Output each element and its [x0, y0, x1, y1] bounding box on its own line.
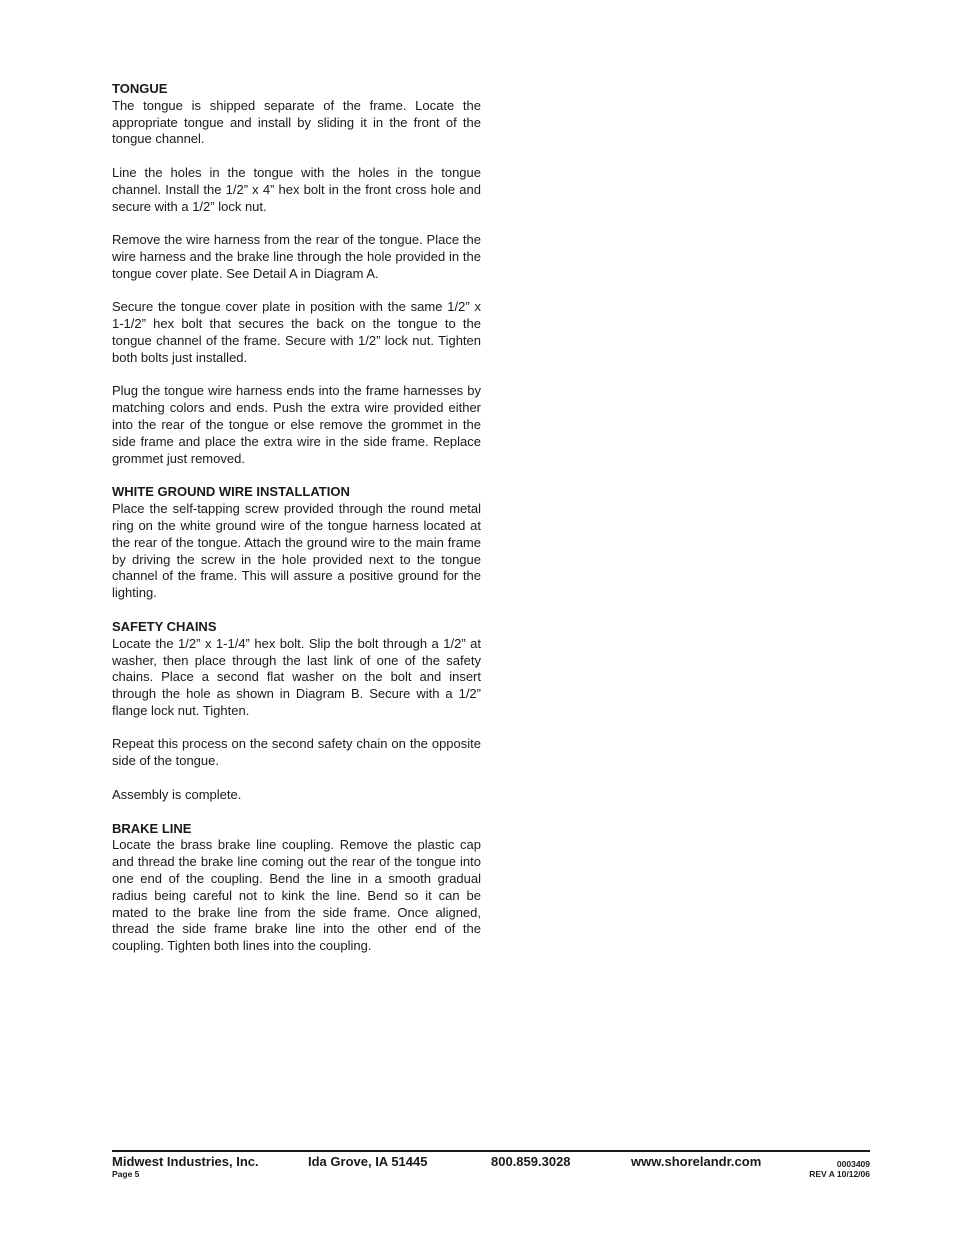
section-white-ground-wire: [112, 484, 481, 602]
footer-phone: 800.859.3028: [491, 1154, 571, 1169]
paragraph: Secure the tongue cover plate in position with the same 1/2” x 1-1/2” hex bolt that secures the back on the tongue to the tongue channel of the frame. Secure with 1/2” lock nut. Tighten both bolts just installed.: [112, 299, 481, 365]
paragraph: Remove the wire harness from the rear of the tongue. Place the wire harness and the brake line through the hole provided in the tongue cover plate. See Detail A in Diagram A.: [112, 232, 481, 281]
section-safety-chains: [112, 619, 481, 804]
section-heading: SAFETY CHAINS: [112, 618, 217, 634]
footer-rule: [112, 1150, 870, 1152]
footer-doc-number: 0003409: [836, 1159, 870, 1169]
content-column: [112, 81, 481, 972]
footer-row: [112, 1153, 870, 1169]
section-brake-line: [112, 821, 481, 955]
footer-company: Midwest Industries, Inc.: [112, 1154, 259, 1169]
page-footer: [112, 1150, 870, 1181]
paragraph: Locate the brass brake line coupling. Remove the plastic cap and thread the brake line coming out the rear of the tongue into one end of the coupling. Bend the line in a smooth gradual radius being careful not to kink the line. Bend so it can be mated to the brake line from the side frame. Once aligned, thread the side frame brake line into the other end of the coupling. Tighten both lines into the coupling.: [112, 837, 481, 954]
section-heading: BRAKE LINE: [112, 820, 192, 836]
paragraph: Line the holes in the tongue with the holes in the tongue channel. Install the 1/2” x 4” hex bolt in the front cross hole and secure with a 1/2” lock nut.: [112, 164, 481, 214]
paragraph: Place the self-tapping screw provided through the round metal ring on the white ground wire of the tongue harness located at the rear of the tongue. Attach the ground wire to the main frame by driving the screw in the hole provided next to the tongue channel of the frame. This will assure a positive ground for the lighting.: [112, 501, 481, 601]
section-heading: WHITE GROUND WIRE INSTALLATION: [112, 484, 350, 500]
paragraph: Assembly is complete.: [112, 786, 242, 802]
paragraph: Repeat this process on the second safety chain on the opposite side of the tongue.: [112, 736, 481, 769]
section-heading: TONGUE: [112, 81, 168, 96]
section-tongue: [112, 81, 481, 467]
footer-row-2: [112, 1169, 870, 1181]
footer-location: Ida Grove, IA 51445: [308, 1154, 428, 1169]
footer-website: www.shorelandr.com: [631, 1154, 762, 1169]
footer-revision: REV A 10/12/06: [809, 1169, 870, 1179]
footer-page-number: Page 5: [112, 1169, 140, 1179]
paragraph: Locate the 1/2” x 1-1/4” hex bolt. Slip the bolt through a 1/2” at washer, then place through the last link of one of the safety chains. Place a second flat washer on the bolt and insert through the hole as shown in Diagram B. Secure with a 1/2” flange lock nut. Tighten.: [112, 635, 481, 718]
paragraph: Plug the tongue wire harness ends into the frame harnesses by matching colors and ends. Push the extra wire provided either into the rear of the tongue or else remove the grommet in the side frame and place the extra wire in the side frame. Replace grommet just removed.: [112, 383, 481, 466]
paragraph: The tongue is shipped separate of the frame. Locate the appropriate tongue and install by sliding it in the front of the tongue channel.: [112, 97, 481, 147]
